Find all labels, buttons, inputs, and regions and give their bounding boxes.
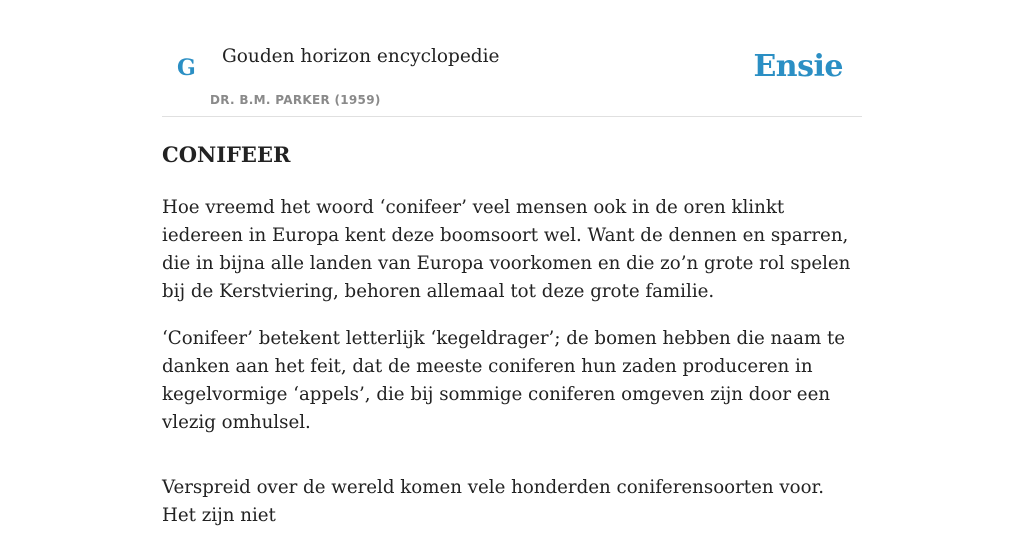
- author-credit: DR. B.M. PARKER (1959): [210, 93, 381, 107]
- book-title[interactable]: Gouden horizon encyclopedie: [222, 46, 500, 67]
- page-header: [162, 0, 862, 117]
- article-paragraph: ‘Conifeer’ betekent letterlijk ‘kegeldrager’; de bomen hebben die naam te danken aan het feit, dat de meeste coniferen hun zaden produceren in kegelvormige ‘appels’, die bij sommige coniferen omgeven zijn door een vlezig omhulsel.: [162, 328, 846, 433]
- book-logo[interactable]: G: [177, 55, 196, 81]
- article-paragraph: Verspreid over de wereld komen vele honderden coniferensoorten voor. Het zijn niet: [162, 477, 825, 526]
- article-headword: CONIFEER: [162, 142, 291, 167]
- article-paragraph: Hoe vreemd het woord ‘conifeer’ veel mensen ook in de oren klinkt iedereen in Europa kent deze boomsoort wel. Want de dennen en sparren, die in bijna alle landen van Europa voorkomen en die zo’n grote rol spelen bij de Kerstviering, behoren allemaal tot deze grote familie.: [162, 197, 851, 302]
- site-logo[interactable]: Ensie: [753, 49, 843, 84]
- article-body: [162, 140, 862, 549]
